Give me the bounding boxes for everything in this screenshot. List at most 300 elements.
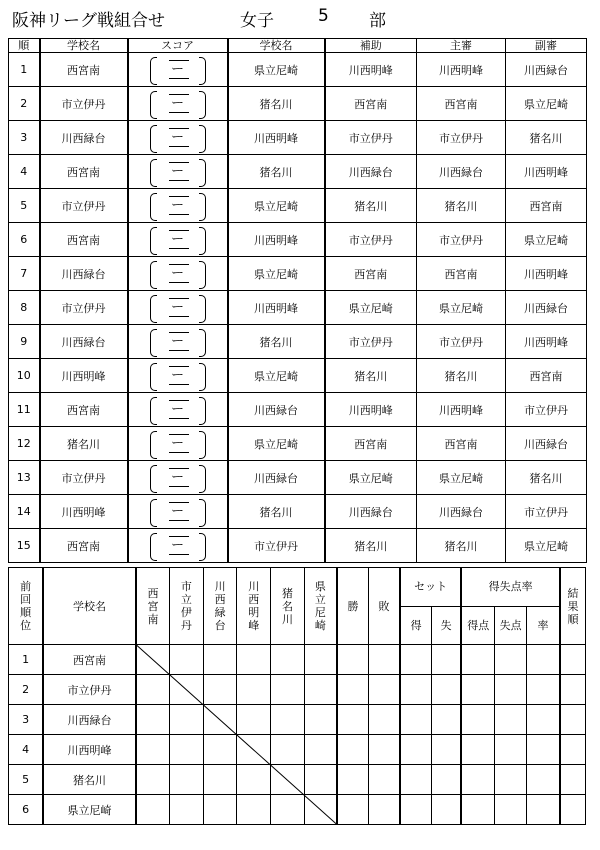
bracket-mark xyxy=(169,128,189,129)
score-cell[interactable] xyxy=(128,461,228,495)
team-b: 猪名川 xyxy=(228,495,325,529)
points-against-cell[interactable] xyxy=(495,705,527,735)
result-cell[interactable] xyxy=(304,735,337,765)
match-row xyxy=(9,461,587,495)
schedule-column-header: 順 xyxy=(9,39,40,53)
score-brackets xyxy=(148,464,208,492)
team-b: 猪名川 xyxy=(228,87,325,121)
rate-cell[interactable] xyxy=(526,765,560,795)
bracket-mark xyxy=(169,282,189,283)
chief-referee: 西宮南 xyxy=(417,427,506,461)
bracket-mark xyxy=(169,230,189,231)
score-cell[interactable] xyxy=(128,223,228,257)
rate-cell[interactable] xyxy=(526,675,560,705)
bracket-mark xyxy=(169,248,189,249)
score-brackets xyxy=(148,90,208,118)
team-a: 川西緑台 xyxy=(40,121,128,155)
bracket-mark xyxy=(169,520,189,521)
score-separator-text: ー xyxy=(170,367,184,383)
schedule-column-header: 学校名 xyxy=(228,39,325,53)
match-number: 3 xyxy=(9,121,40,155)
school-header-text: 学校名 xyxy=(73,599,107,613)
team-a: 西宮南 xyxy=(40,155,128,189)
previous-rank: 1 xyxy=(9,645,44,675)
sets-won-cell[interactable] xyxy=(400,735,432,765)
result-cell[interactable] xyxy=(271,675,305,705)
school-name: 市立伊丹 xyxy=(43,675,136,705)
sub-referee: 川西明峰 xyxy=(506,325,587,359)
match-row xyxy=(9,189,587,223)
rate-cell[interactable] xyxy=(526,705,560,735)
result-header-text: 結 果 順 xyxy=(567,586,579,626)
rate-cell[interactable] xyxy=(526,735,560,765)
match-number: 15 xyxy=(9,529,40,563)
bracket-mark xyxy=(169,332,189,333)
points-for-header-text: 得点 xyxy=(467,618,490,632)
team-b: 県立尼崎 xyxy=(228,189,325,223)
match-number: 12 xyxy=(9,427,40,461)
sets-won-cell[interactable] xyxy=(400,795,432,825)
score-brackets xyxy=(148,192,208,220)
score-separator-text: ー xyxy=(170,61,184,77)
result-cell[interactable] xyxy=(304,765,337,795)
result-cell[interactable] xyxy=(170,765,204,795)
wins-cell[interactable] xyxy=(337,735,369,765)
points-against-header xyxy=(495,606,527,645)
sub-referee: 川西明峰 xyxy=(506,257,587,291)
sub-referee: 西宮南 xyxy=(506,359,587,393)
team-a: 川西明峰 xyxy=(40,495,128,529)
losses-cell[interactable] xyxy=(369,795,401,825)
division-number: 5 xyxy=(318,6,329,26)
school-name: 猪名川 xyxy=(43,765,136,795)
losses-cell[interactable] xyxy=(369,645,401,675)
previous-rank: 5 xyxy=(9,765,44,795)
match-number: 2 xyxy=(9,87,40,121)
result-cell[interactable] xyxy=(136,675,170,705)
match-row xyxy=(9,257,587,291)
bracket-mark xyxy=(169,502,189,503)
result-cell[interactable] xyxy=(170,675,204,705)
score-brackets xyxy=(148,56,208,84)
bracket-mark xyxy=(169,366,189,367)
score-separator-text: ー xyxy=(170,503,184,519)
opponent-header-text: 川 西 緑 台 xyxy=(214,580,226,632)
score-cell[interactable] xyxy=(128,121,228,155)
result-cell[interactable] xyxy=(170,705,204,735)
sets-won-cell[interactable] xyxy=(400,675,432,705)
losses-cell[interactable] xyxy=(369,675,401,705)
rank-header xyxy=(9,568,44,645)
bracket-mark xyxy=(169,112,189,113)
result-cell[interactable] xyxy=(237,795,271,825)
schedule-column-header: 副審 xyxy=(506,39,587,53)
team-a: 猪名川 xyxy=(40,427,128,461)
bracket-mark xyxy=(169,486,189,487)
score-brackets xyxy=(148,294,208,322)
assistant-referee: 猪名川 xyxy=(325,359,417,393)
opponent-header xyxy=(170,568,204,645)
bracket-mark xyxy=(169,78,189,79)
points-against-cell[interactable] xyxy=(495,765,527,795)
sets-lost-cell[interactable] xyxy=(432,735,461,765)
assistant-referee: 県立尼崎 xyxy=(325,461,417,495)
ratio-header xyxy=(461,568,560,607)
score-brackets xyxy=(148,362,208,390)
schedule-column-header: 補助 xyxy=(325,39,417,53)
match-row xyxy=(9,427,587,461)
team-b: 川西明峰 xyxy=(228,223,325,257)
assistant-referee: 市立伊丹 xyxy=(325,325,417,359)
opponent-header xyxy=(203,568,237,645)
score-brackets xyxy=(148,396,208,424)
sub-referee: 川西緑台 xyxy=(506,427,587,461)
sets-lost-cell[interactable] xyxy=(432,765,461,795)
score-separator-text: ー xyxy=(170,197,184,213)
match-row xyxy=(9,291,587,325)
rate-header-text: 率 xyxy=(537,618,549,632)
team-b: 猪名川 xyxy=(228,155,325,189)
team-b: 川西緑台 xyxy=(228,393,325,427)
score-cell[interactable] xyxy=(128,495,228,529)
points-for-cell[interactable] xyxy=(461,795,495,825)
opponent-header-text: 市 立 伊 丹 xyxy=(180,580,192,632)
bracket-mark xyxy=(169,384,189,385)
previous-rank: 4 xyxy=(9,735,44,765)
result-cell[interactable] xyxy=(136,765,170,795)
rate-cell[interactable] xyxy=(526,795,560,825)
score-separator-text: ー xyxy=(170,401,184,417)
sub-referee: 猪名川 xyxy=(506,121,587,155)
assistant-referee: 県立尼崎 xyxy=(325,291,417,325)
result-cell[interactable] xyxy=(237,645,271,675)
opponent-header xyxy=(271,568,305,645)
sub-referee: 川西緑台 xyxy=(506,53,587,87)
previous-rank: 6 xyxy=(9,795,44,825)
chief-referee: 猪名川 xyxy=(417,359,506,393)
sets-lost-cell[interactable] xyxy=(432,705,461,735)
bracket-mark xyxy=(169,146,189,147)
result-cell[interactable] xyxy=(304,705,337,735)
bracket-mark xyxy=(169,162,189,163)
result-cell[interactable] xyxy=(271,705,305,735)
standings-row xyxy=(9,765,586,795)
wins-cell[interactable] xyxy=(337,795,369,825)
result-cell[interactable] xyxy=(237,735,271,765)
result-cell[interactable] xyxy=(271,765,305,795)
result-cell[interactable] xyxy=(237,765,271,795)
set-lost-header-text: 失 xyxy=(440,618,452,632)
win-header-text: 勝 xyxy=(347,599,359,613)
score-brackets xyxy=(148,328,208,356)
score-cell[interactable] xyxy=(128,189,228,223)
score-separator-text: ー xyxy=(170,265,184,281)
score-cell[interactable] xyxy=(128,257,228,291)
match-row xyxy=(9,495,587,529)
points-against-cell[interactable] xyxy=(495,795,527,825)
match-number: 7 xyxy=(9,257,40,291)
points-for-cell[interactable] xyxy=(461,675,495,705)
chief-referee: 川西緑台 xyxy=(417,495,506,529)
match-row xyxy=(9,529,587,563)
result-cell[interactable] xyxy=(170,645,204,675)
result-cell[interactable] xyxy=(271,795,305,825)
score-separator-text: ー xyxy=(170,163,184,179)
result-cell[interactable] xyxy=(203,705,237,735)
team-a: 市立伊丹 xyxy=(40,291,128,325)
result-cell[interactable] xyxy=(136,735,170,765)
result-cell[interactable] xyxy=(237,675,271,705)
rank-header-text: 前 回 順 位 xyxy=(20,580,32,632)
team-a: 西宮南 xyxy=(40,223,128,257)
sets-lost-cell[interactable] xyxy=(432,675,461,705)
assistant-referee: 市立伊丹 xyxy=(325,121,417,155)
bracket-mark xyxy=(169,350,189,351)
final-rank-cell[interactable] xyxy=(560,765,585,795)
score-cell[interactable] xyxy=(128,393,228,427)
bracket-mark xyxy=(169,418,189,419)
losses-cell[interactable] xyxy=(369,705,401,735)
result-cell[interactable] xyxy=(136,795,170,825)
assistant-referee: 市立伊丹 xyxy=(325,223,417,257)
team-a: 川西明峰 xyxy=(40,359,128,393)
assistant-referee: 猪名川 xyxy=(325,189,417,223)
score-separator-text: ー xyxy=(170,231,184,247)
school-name: 川西緑台 xyxy=(43,705,136,735)
assistant-referee: 川西明峰 xyxy=(325,393,417,427)
match-row xyxy=(9,359,587,393)
score-cell[interactable] xyxy=(128,291,228,325)
team-b: 川西緑台 xyxy=(228,461,325,495)
assistant-referee: 西宮南 xyxy=(325,427,417,461)
match-number: 11 xyxy=(9,393,40,427)
previous-rank: 3 xyxy=(9,705,44,735)
result-cell[interactable] xyxy=(304,675,337,705)
final-rank-cell[interactable] xyxy=(560,735,585,765)
points-for-cell[interactable] xyxy=(461,705,495,735)
standings-row xyxy=(9,735,586,765)
rate-cell[interactable] xyxy=(526,645,560,675)
wins-cell[interactable] xyxy=(337,705,369,735)
win-header xyxy=(337,568,369,645)
match-row xyxy=(9,223,587,257)
team-a: 西宮南 xyxy=(40,529,128,563)
match-number: 10 xyxy=(9,359,40,393)
final-rank-cell[interactable] xyxy=(560,645,585,675)
standings-header-row xyxy=(9,568,586,607)
schedule-header-row xyxy=(9,39,587,53)
final-rank-cell[interactable] xyxy=(560,705,585,735)
assistant-referee: 西宮南 xyxy=(325,87,417,121)
points-against-cell[interactable] xyxy=(495,735,527,765)
team-a: 西宮南 xyxy=(40,393,128,427)
score-cell[interactable] xyxy=(128,325,228,359)
points-for-cell[interactable] xyxy=(461,645,495,675)
result-cell[interactable] xyxy=(304,645,337,675)
points-for-cell[interactable] xyxy=(461,735,495,765)
match-number: 9 xyxy=(9,325,40,359)
match-row xyxy=(9,155,587,189)
school-name: 西宮南 xyxy=(43,645,136,675)
points-for-header xyxy=(461,606,495,645)
chief-referee: 西宮南 xyxy=(417,257,506,291)
bracket-mark xyxy=(169,400,189,401)
opponent-header xyxy=(304,568,337,645)
sets-won-cell[interactable] xyxy=(400,765,432,795)
result-cell[interactable] xyxy=(203,675,237,705)
losses-cell[interactable] xyxy=(369,735,401,765)
score-cell[interactable] xyxy=(128,155,228,189)
chief-referee: 市立伊丹 xyxy=(417,325,506,359)
assistant-referee: 川西緑台 xyxy=(325,495,417,529)
league-title: 阪神リーグ戦組合せ xyxy=(12,11,165,31)
match-row xyxy=(9,325,587,359)
match-schedule-table xyxy=(8,38,587,563)
match-number: 8 xyxy=(9,291,40,325)
opponent-header xyxy=(136,568,170,645)
chief-referee: 川西緑台 xyxy=(417,155,506,189)
set-header-text: セット xyxy=(414,580,448,594)
points-against-cell[interactable] xyxy=(495,675,527,705)
opponent-header-text: 川 西 明 峰 xyxy=(248,580,260,632)
team-b: 県立尼崎 xyxy=(228,359,325,393)
result-cell[interactable] xyxy=(203,795,237,825)
result-cell[interactable] xyxy=(237,705,271,735)
points-for-cell[interactable] xyxy=(461,765,495,795)
final-rank-cell[interactable] xyxy=(560,675,585,705)
chief-referee: 猪名川 xyxy=(417,529,506,563)
result-cell[interactable] xyxy=(304,795,337,825)
sets-won-cell[interactable] xyxy=(400,645,432,675)
match-row xyxy=(9,53,587,87)
points-against-cell[interactable] xyxy=(495,645,527,675)
score-brackets xyxy=(148,498,208,526)
team-b: 川西明峰 xyxy=(228,121,325,155)
assistant-referee: 猪名川 xyxy=(325,529,417,563)
bracket-mark xyxy=(169,180,189,181)
losses-cell[interactable] xyxy=(369,765,401,795)
sets-lost-cell[interactable] xyxy=(432,645,461,675)
score-brackets xyxy=(148,430,208,458)
sub-referee: 川西明峰 xyxy=(506,155,587,189)
result-cell[interactable] xyxy=(271,645,305,675)
team-b: 市立伊丹 xyxy=(228,529,325,563)
bracket-mark xyxy=(169,298,189,299)
bracket-mark xyxy=(169,214,189,215)
result-cell[interactable] xyxy=(203,645,237,675)
sub-referee: 西宮南 xyxy=(506,189,587,223)
points-against-header-text: 失点 xyxy=(499,618,522,632)
score-cell[interactable] xyxy=(128,87,228,121)
score-separator-text: ー xyxy=(170,95,184,111)
sub-referee: 猪名川 xyxy=(506,461,587,495)
score-cell[interactable] xyxy=(128,53,228,87)
wins-cell[interactable] xyxy=(337,675,369,705)
opponent-header-text: 西 宮 南 xyxy=(147,586,159,626)
chief-referee: 市立伊丹 xyxy=(417,223,506,257)
sets-lost-cell[interactable] xyxy=(432,795,461,825)
chief-referee: 県立尼崎 xyxy=(417,291,506,325)
score-brackets xyxy=(148,226,208,254)
final-rank-cell[interactable] xyxy=(560,795,585,825)
score-separator-text: ー xyxy=(170,435,184,451)
bracket-mark xyxy=(169,434,189,435)
wins-cell[interactable] xyxy=(337,645,369,675)
standings-row xyxy=(9,705,586,735)
score-cell[interactable] xyxy=(128,529,228,563)
division-suffix: 部 xyxy=(369,11,386,31)
match-number: 4 xyxy=(9,155,40,189)
chief-referee: 県立尼崎 xyxy=(417,461,506,495)
bracket-mark xyxy=(169,452,189,453)
result-cell[interactable] xyxy=(170,795,204,825)
team-a: 川西緑台 xyxy=(40,325,128,359)
team-b: 川西明峰 xyxy=(228,291,325,325)
standings-row xyxy=(9,795,586,825)
opponent-header xyxy=(237,568,271,645)
score-brackets xyxy=(148,158,208,186)
set-header xyxy=(400,568,461,607)
bracket-mark xyxy=(169,264,189,265)
bracket-mark xyxy=(169,316,189,317)
score-separator-text: ー xyxy=(170,469,184,485)
chief-referee: 猪名川 xyxy=(417,189,506,223)
assistant-referee: 川西緑台 xyxy=(325,155,417,189)
ratio-header-text: 得失点率 xyxy=(488,580,533,594)
loss-header xyxy=(369,568,401,645)
bracket-mark xyxy=(169,554,189,555)
loss-header-text: 敗 xyxy=(378,599,390,613)
set-lost-header xyxy=(432,606,461,645)
result-cell[interactable] xyxy=(136,705,170,735)
score-separator-text: ー xyxy=(170,537,184,553)
match-row xyxy=(9,87,587,121)
bracket-mark xyxy=(169,536,189,537)
sets-won-cell[interactable] xyxy=(400,705,432,735)
team-b: 県立尼崎 xyxy=(228,53,325,87)
result-cell[interactable] xyxy=(271,735,305,765)
sub-referee: 市立伊丹 xyxy=(506,495,587,529)
category-label: 女子 xyxy=(240,11,274,31)
result-cell[interactable] xyxy=(170,735,204,765)
set-won-header-text: 得 xyxy=(410,618,422,632)
score-brackets xyxy=(148,532,208,560)
chief-referee: 市立伊丹 xyxy=(417,121,506,155)
sub-referee: 県立尼崎 xyxy=(506,223,587,257)
school-name: 川西明峰 xyxy=(43,735,136,765)
score-separator-text: ー xyxy=(170,129,184,145)
score-cell[interactable] xyxy=(128,427,228,461)
score-brackets xyxy=(148,260,208,288)
wins-cell[interactable] xyxy=(337,765,369,795)
team-a: 市立伊丹 xyxy=(40,461,128,495)
result-cell[interactable] xyxy=(203,765,237,795)
result-cell[interactable] xyxy=(203,735,237,765)
match-number: 13 xyxy=(9,461,40,495)
match-row xyxy=(9,121,587,155)
sub-referee: 市立伊丹 xyxy=(506,393,587,427)
result-cell[interactable] xyxy=(136,645,170,675)
team-a: 西宮南 xyxy=(40,53,128,87)
schedule-column-header: 学校名 xyxy=(40,39,128,53)
standings-row xyxy=(9,675,586,705)
match-number: 6 xyxy=(9,223,40,257)
score-brackets xyxy=(148,124,208,152)
sub-referee: 県立尼崎 xyxy=(506,87,587,121)
chief-referee: 西宮南 xyxy=(417,87,506,121)
score-cell[interactable] xyxy=(128,359,228,393)
result-header xyxy=(560,568,585,645)
